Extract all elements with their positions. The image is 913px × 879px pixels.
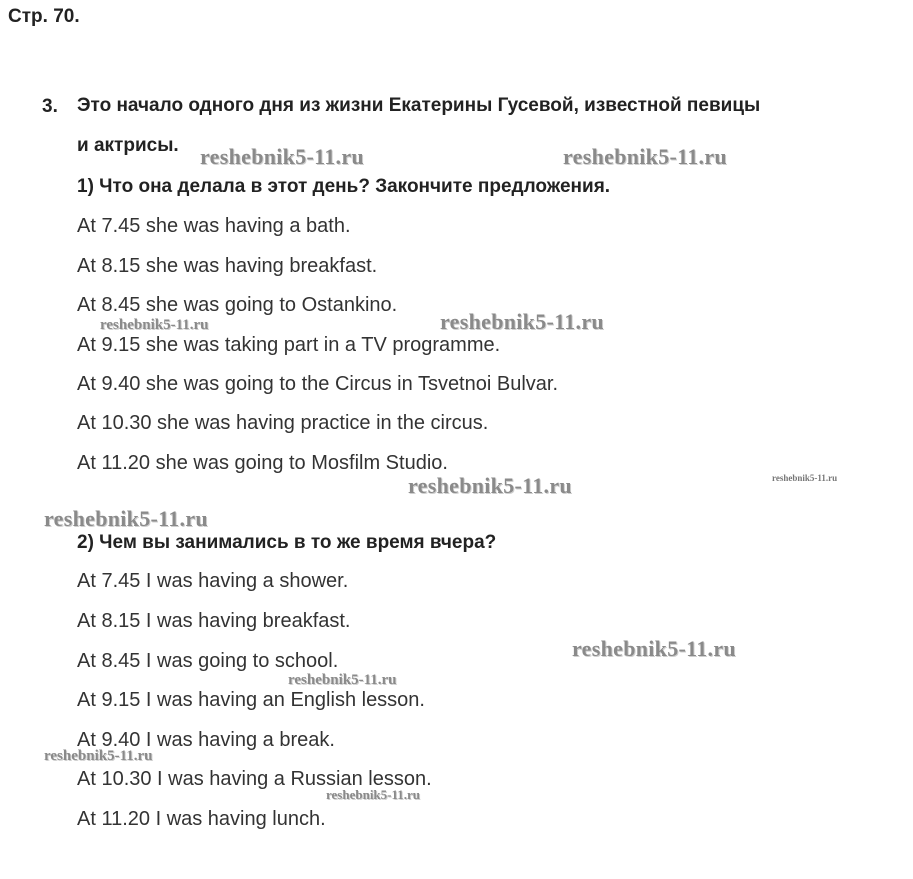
part2-answer-7: At 11.20 I was having lunch. [77, 808, 326, 830]
part2-answer-5: At 9.40 I was having a break. [77, 729, 335, 751]
watermark: reshebnik5-11.ru [326, 787, 421, 802]
part2-answer-6: At 10.30 I was having a Russian lesson. [77, 768, 432, 790]
task-title-line2: и актрисы. [77, 135, 179, 156]
part1-answer-2: At 8.15 she was having breakfast. [77, 255, 378, 277]
part1-answer-3: At 8.45 she was going to Ostankino. [77, 294, 398, 316]
watermark: reshebnik5-11.ru [44, 506, 208, 531]
part1-answer-1: At 7.45 she was having a bath. [77, 215, 351, 237]
watermark: reshebnik5-11.ru [100, 317, 209, 333]
watermark: reshebnik5-11.ru [440, 309, 604, 334]
watermark: reshebnik5-11.ru [563, 144, 727, 169]
task-title-line1: Это начало одного дня из жизни Екатерины Гусевой, известной певицы [77, 95, 761, 116]
part2-question: 2) Чем вы занимались в то же время вчера? [77, 532, 497, 553]
part2-answer-4: At 9.15 I was having an English lesson. [77, 689, 425, 711]
watermark: reshebnik5-11.ru [408, 473, 572, 498]
part1-question: 1) Что она делала в этот день? Закончите предложения. [77, 176, 611, 197]
part1-answer-5: At 9.40 she was going to the Circus in Tsvetnoi Bulvar. [77, 373, 559, 395]
part2-answer-3: At 8.45 I was going to school. [77, 650, 339, 672]
part2-answer-2: At 8.15 I was having breakfast. [77, 610, 351, 632]
watermark: reshebnik5-11.ru [44, 748, 153, 764]
watermark: reshebnik5-11.ru [200, 144, 364, 169]
watermark: reshebnik5-11.ru [288, 672, 397, 688]
part1-answer-7: At 11.20 she was going to Mosfilm Studio. [77, 452, 448, 474]
part1-answer-4: At 9.15 she was taking part in a TV programme. [77, 334, 501, 356]
part1-answer-6: At 10.30 she was having practice in the circus. [77, 412, 489, 434]
part2-answer-1: At 7.45 I was having a shower. [77, 570, 349, 592]
task-number: 3. [42, 96, 58, 117]
watermark: reshebnik5-11.ru [772, 473, 838, 483]
watermark: reshebnik5-11.ru [572, 636, 736, 661]
page-header: Стр. 70. [8, 6, 80, 27]
